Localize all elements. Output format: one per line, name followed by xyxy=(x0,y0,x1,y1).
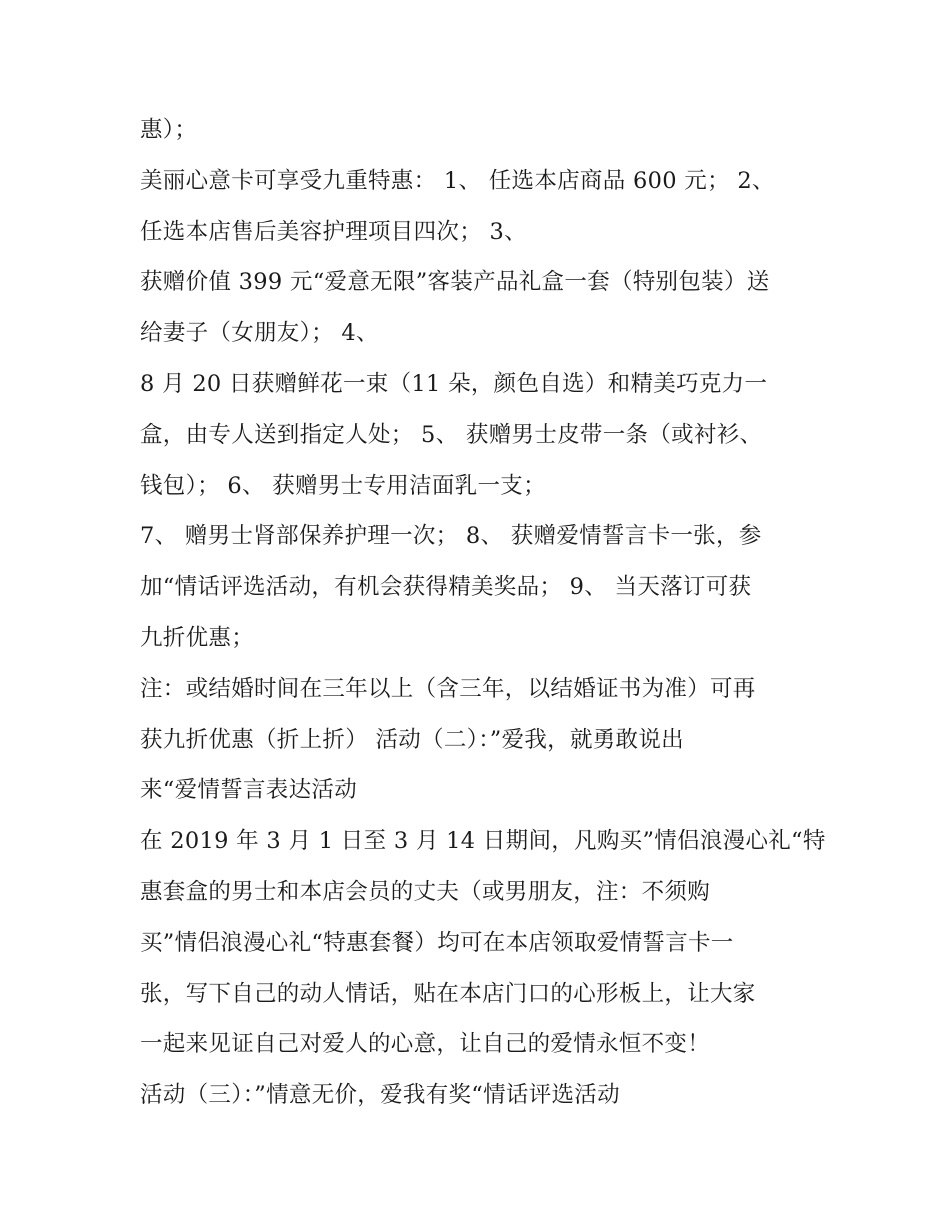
text-line: 7、 赠男士肾部保养护理一次； 8、 获赠爱情誓言卡一张，参 xyxy=(140,523,762,550)
text-line: 美丽心意卡可享受九重特惠： 1、 任选本店商品 600 元； 2、 xyxy=(140,167,775,194)
text-line: 8 月 20 日获赠鲜花一束（11 朵，颜色自选）和精美巧克力一 xyxy=(140,370,768,397)
text-line: 张，写下自己的动人情话，贴在本店门口的心形板上，让大家 xyxy=(140,980,756,1007)
text-line: 惠）； xyxy=(140,117,198,143)
text-line: 获赠价值 399 元“爱意无限”客装产品礼盒一套（特别包装）送 xyxy=(140,269,770,296)
text-line: 钱包）； 6、 获赠男士专用洁面乳一支； xyxy=(140,472,546,499)
text-line: 加“情话评选活动，有机会获得精美奖品； 9、 当天落订可获 xyxy=(140,574,752,601)
text-line: 注：或结婚时间在三年以上（含三年，以结婚证书为准）可再 xyxy=(140,675,756,702)
text-line: 惠套盒的男士和本店会员的丈夫（或男朋友，注：不须购 xyxy=(140,878,711,905)
text-line: 在 2019 年 3 月 1 日至 3 月 14 日期间，凡购买”情侣浪漫心礼“特 xyxy=(140,828,826,855)
text-line: 活动（三）：”情意无价，爱我有奖“情话评选活动 xyxy=(140,1082,620,1109)
text-line: 任选本店售后美容护理项目四次； 3、 xyxy=(140,218,527,245)
text-line: 给妻子（女朋友）； 4、 xyxy=(140,320,379,347)
text-line: 一起来见证自己对爱人的心意，让自己的爱情永恒不变！ xyxy=(140,1031,711,1058)
text-line: 买”情侣浪漫心礼“特惠套餐）均可在本店领取爱情誓言卡一 xyxy=(140,929,734,956)
text-line: 盒，由专人送到指定人处； 5、 获赠男士皮带一条（或衬衫、 xyxy=(140,421,763,448)
document-body xyxy=(140,105,826,1121)
text-line: 来“爱情誓言表达活动 xyxy=(140,777,358,804)
text-line: 获九折优惠（折上折） 活动（二）：”爱我，就勇敢说出 xyxy=(140,726,684,753)
text-line: 九折优惠； xyxy=(140,624,255,651)
